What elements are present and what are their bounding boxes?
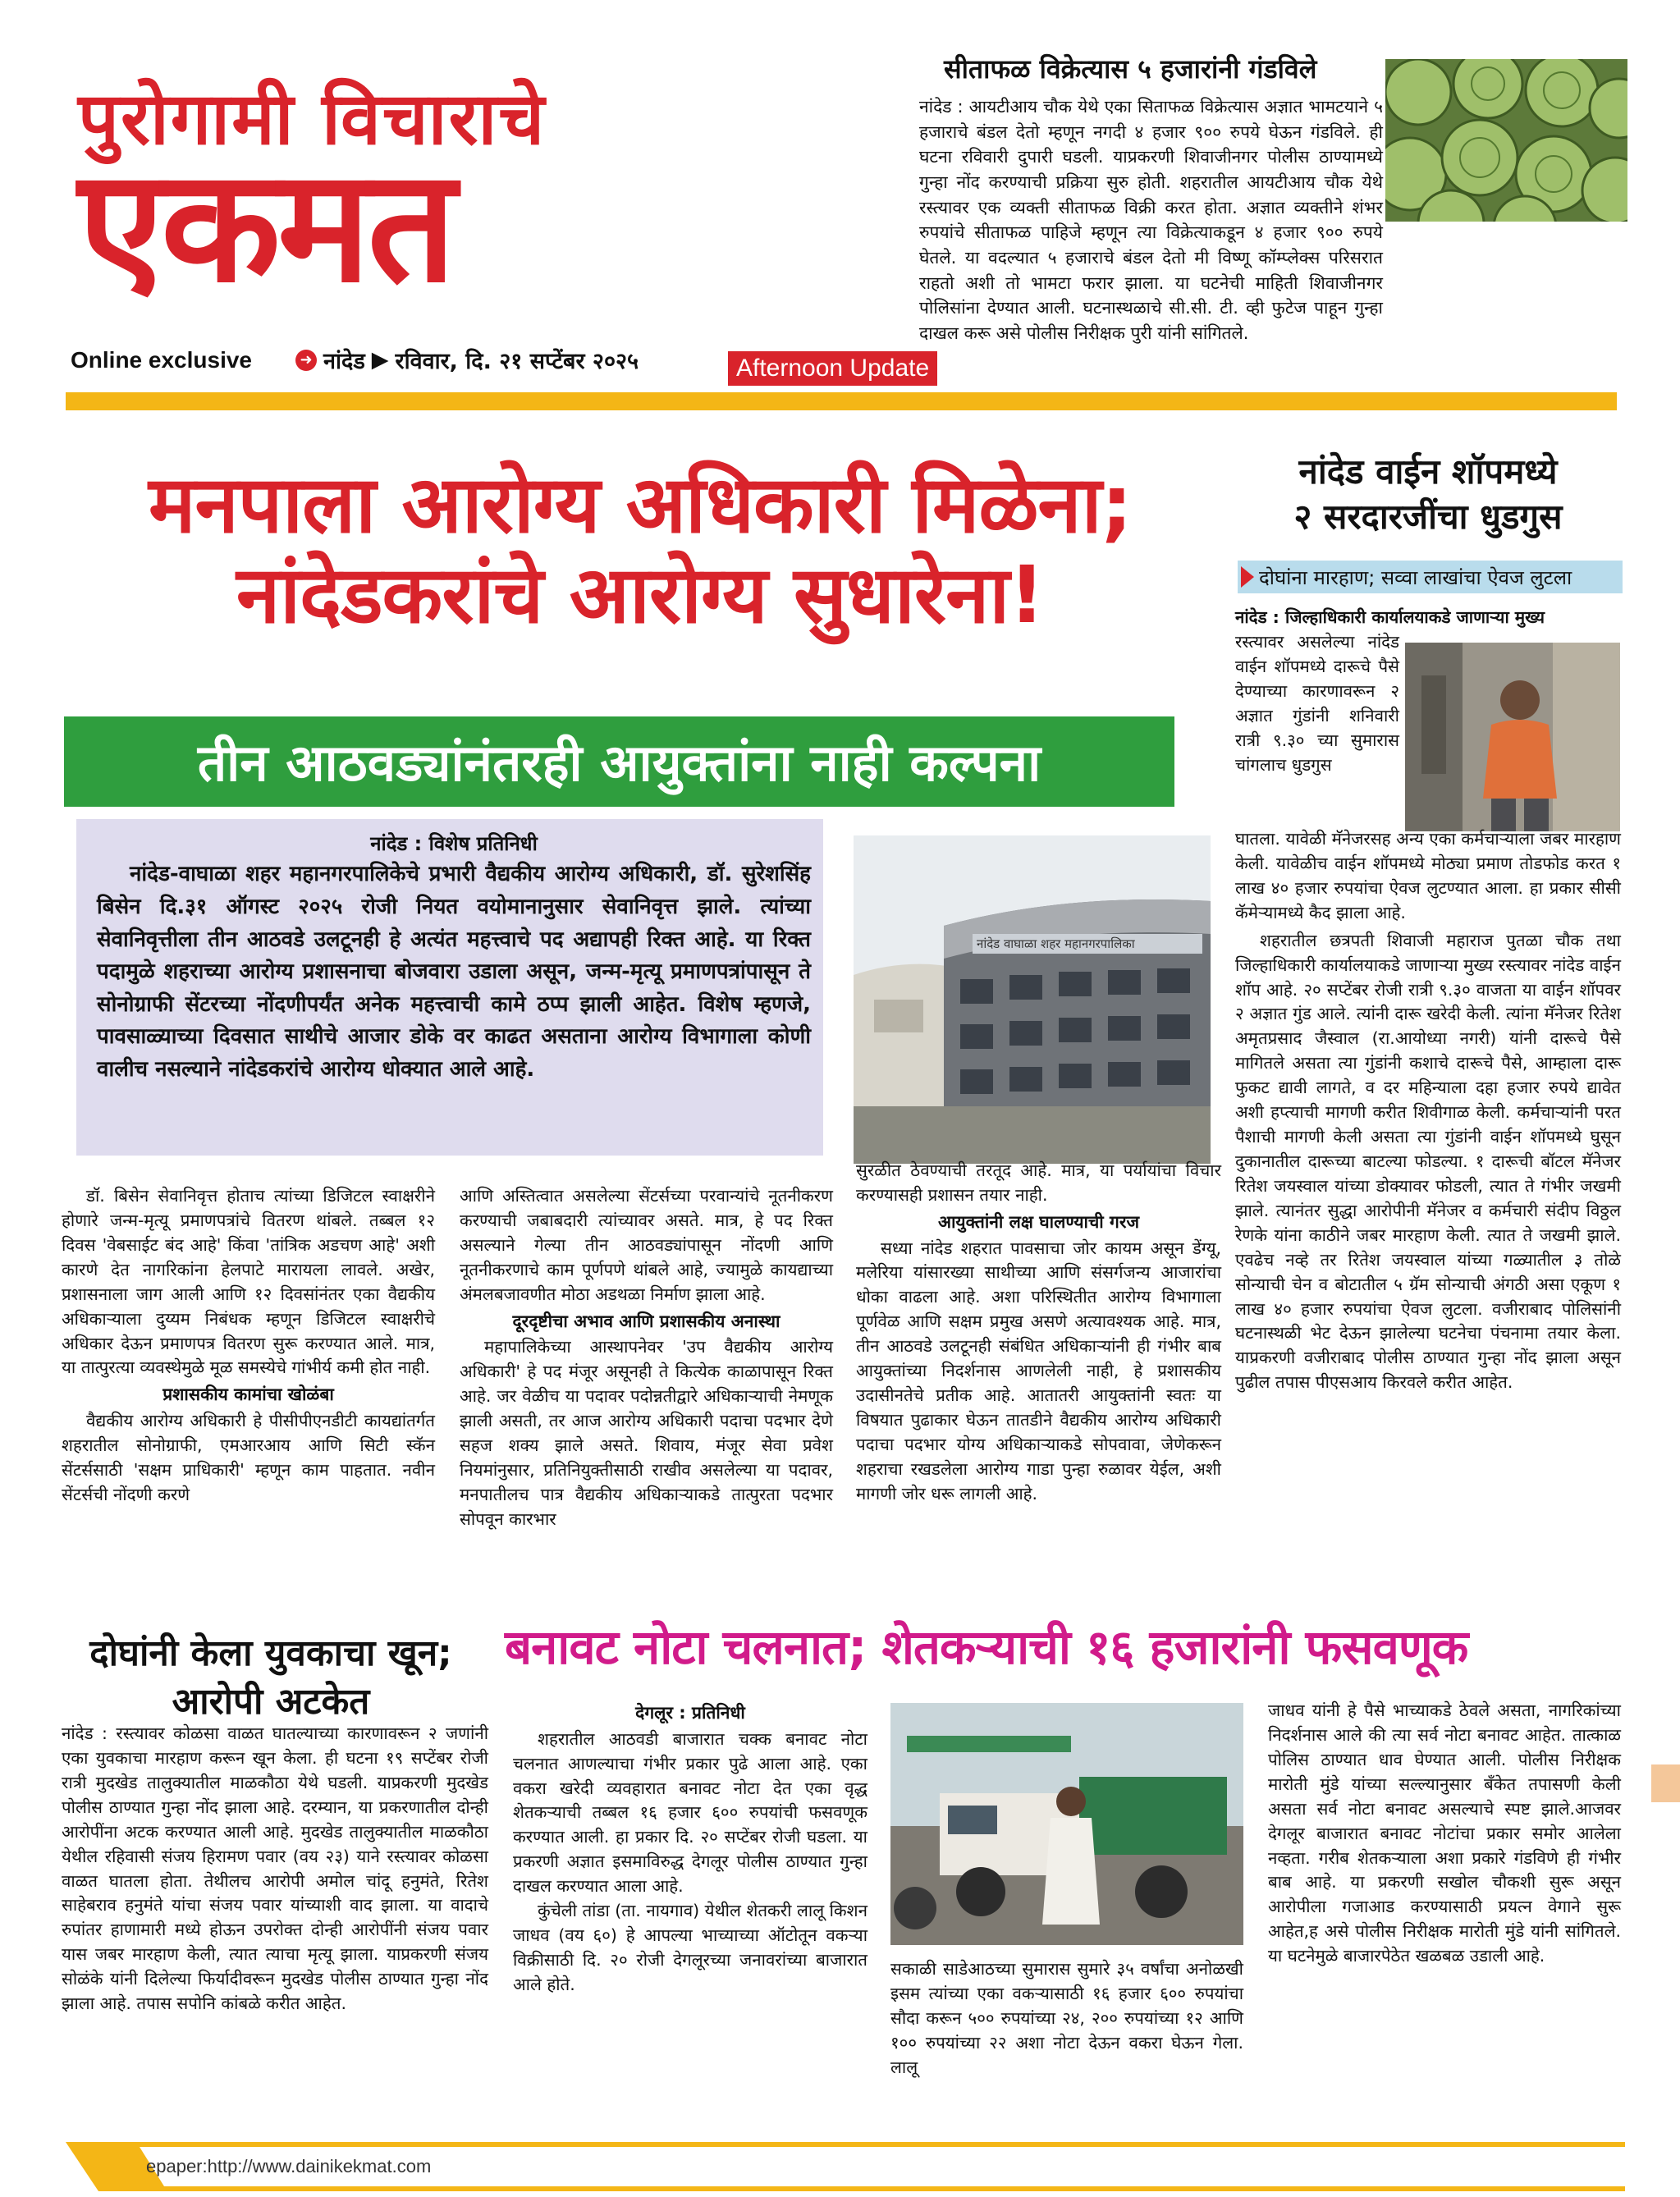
main-col1-para2: वैद्यकीय आरोग्य अधिकारी हे पीसीपीएनडीटी कायद्यांतर्गत शहरातील सोनोग्राफी, एमआरआय आणि सिटी स्कॅन सेंटर्ससाठी 'सक्षम प्राधिकारी' म्हणून काम पाहतात. नवीन सेंटर्सची नोंदणी करणे (62, 1411, 435, 1504)
afternoon-update-badge: Afternoon Update (728, 351, 937, 386)
wine-body (1235, 827, 1621, 1395)
main-col1-subhead: प्रशासकीय कामांचा खोळंबा (163, 1385, 334, 1405)
masthead-tagline: पुरोगामी विचाराचे (78, 76, 547, 161)
main-headline-line2: नांदेडकरांचे आरोग्य सुधारेना! (236, 549, 1045, 642)
side-tab (1651, 1764, 1680, 1802)
murder-body (62, 1722, 488, 2016)
municipal-building-photo (854, 835, 1211, 1164)
main-col1-para1: डॉ. बिसेन सेवानिवृत्त होताच त्यांच्या डिजिटल स्वाक्षरीने होणारे जन्म-मृत्यू प्रमाणपत्रांचे वितरण थांबले. तब्बल १२ दिवस 'वेबसाईट बंद आहे' किंवा 'तांत्रिक अडचण आहे' अशी कारणे देत नागरिकांना हेलपाटे मारायला लावले. अखेर, प्रशासनाला जाग आली आणि १२ दिवसांनंतर एका वैद्यकीय अधिकाऱ्याला दुय्यम निबंधक म्हणून डिजिटल स्वाक्षरीचे अधिकार देऊन प्रमाणपत्र वितरण सुरू करण्यात आले. मात्र, या तात्पुरत्या व्यवस्थेमुळे मूळ समस्येचे गांभीर्य कमी होत नाही. (62, 1186, 435, 1378)
dateline-city: नांदेड (323, 349, 365, 374)
main-subheadline: तीन आठवड्यांनंतरही आयुक्तांना नाही कल्पना (64, 716, 1174, 807)
arrow-right-icon: ➜ (295, 350, 317, 371)
notes-col1-para2: कुंचेली तांडा (ता. नायगाव) येथील शेतकरी लालू किशन जाधव (वय ६०) हे आपल्या भाच्याच्या ऑटोतून वकऱ्या विक्रीसाठी दि. २० रोजी देगलूरच्या जनावरांच्या बाजारात आले होते. (513, 1901, 867, 1994)
main-col3-para1: सुरळीत ठेवण्याची तरतूद आहे. मात्र, या पर्यायांचा विचार करण्यासही प्रशासन तयार नाही. (856, 1160, 1221, 1205)
main-column-2 (460, 1184, 833, 1532)
wine-tagline (1238, 561, 1623, 593)
custard-apple-photo (1385, 59, 1627, 222)
dateline-date: रविवार, दि. २१ सप्टेंबर २०२५ (395, 349, 639, 374)
main-headline-line1: मनपाला आरोग्य अधिकारी मिळेना; (149, 459, 1132, 551)
wine-para1-lead: नांदेड : जिल्हाधिकारी कार्यालयाकडे जाणाऱ्या मुख्य (1235, 607, 1545, 627)
notes-col1-para1: शहरातील आठवडी बाजारात चक्क बनावट नोटा चलनात आणल्याचा गंभीर प्रकार पुढे आला आहे. एका वकरा खरेदी व्यवहारात बनावट नोटा देत एका वृद्ध शेतकऱ्याची तब्बल १६ हजार ६०० रुपयांची फसवणूक करण्यात आली. हा प्रकार दि. २० सप्टेंबर रोजी घडला. या प्रकरणी अज्ञात इसमाविरुद्ध देगलूर पोलीस ठाण्यात गुन्हा दाखल करण्यात आला आहे. (513, 1728, 867, 1897)
notes-column-1 (513, 1699, 867, 1998)
play-icon: ▶ (371, 347, 389, 373)
notes-headline: बनावट नोटा चलनात; शेतकऱ्याची १६ हजारांनी फसवणूक (505, 1619, 1468, 1675)
wine-lead-line (1235, 606, 1621, 630)
wine-narrow-column (1235, 630, 1399, 778)
murder-headline (66, 1629, 476, 1727)
main-column-1 (62, 1184, 435, 1508)
top-story-text: नांदेड : आयटीआय चौक येथे एका सिताफळ विक्रेत्यास अज्ञात भामटयाने ५ हजाराचे बंडल देतो म्हणून नगदी ४ हजार ९०० रुपये घेऊन गंडविले. ही घटना रविवारी दुपारी घडली. याप्रकरणी शिवाजीनगर पोलीस ठाण्यामध्ये गुन्हा नोंद करण्याची प्रक्रिया सुरु होती. शहरातील आयटीआय चौक येथे रस्त्यावर एक व्यक्ती सीताफळ विक्री करत होता. अज्ञात व्यक्तीने शंभर रुपयांचे सीताफळ पाहिजे म्हणून त्या विक्रेत्याकडून ४ हजार ९०० रुपये घेतले. या वदल्यात ५ हजाराचे बंडल देतो मी विष्णू कॉम्प्लेक्स परिसरात राहतो अशी तो भामटा फरार झाला. या घटनेची माहिती शिवाजीनगर पोलिसांना देण्यात आली. घटनास्थळाचे सी.सी. टी. व्ही फुटेज पाहून गुन्हा दाखल करू असे पोलीस निरीक्षक पुरी यांनी सांगितले. (919, 97, 1383, 343)
masthead-logo: एकमत (78, 134, 453, 317)
main-lead: नांदेड-वाघाळा शहर महानगरपालिकेचे प्रभारी वैद्यकीय आरोग्य अधिकारी, डॉ. सुरेशसिंह बिसेन दि.३१ ऑगस्ट २०२५ रोजी नियत वयोमानानुसार सेवानिवृत्त झाले. त्यांच्या सेवानिवृत्तीला तीन आठवडे उलटूनही हे अत्यंत महत्त्वाचे पद अद्यापही रिक्त आहे. या रिक्त पदामुळे शहराच्या आरोग्य प्रशासनाचा बोजवारा उडाला असून, जन्म-मृत्यू प्रमाणपत्रांपासून ते सोनोग्राफी सेंटरच्या नोंदणीपर्यंत अनेक महत्त्वाची कामे ठप्प झाली आहेत. विशेष म्हणजे, पावसाळ्याच्या दिवसात साथीचे आजार डोके वर काढत असताना आरोग्य विभागाला कोणी वालीच नसल्याने नांदेडकरांचे आरोग्य धोक्यात आले आहे. (97, 862, 811, 1082)
main-headline (57, 460, 1223, 641)
main-column-3 (856, 1159, 1221, 1507)
main-col3-subhead: आयुक्तांनी लक्ष घालण्याची गरज (937, 1211, 1140, 1232)
wine-headline-line2: २ सरदारजींचा धुडगुस (1293, 496, 1563, 537)
main-col2-para2: महापालिकेच्या आस्थापनेवर 'उप वैद्यकीय आरोग्य अधिकारी' हे पद मंजूर असूनही ते कित्येक काळापासून रिक्त आहे. जर वेळीच या पदावर पदोन्नतीद्वारे अधिकाऱ्याची नेमणूक झाली असती, तर आज आरोग्य अधिकारी पदाचा पदभार देणे सहज शक्य झाले असते. शिवाय, मंजूर सेवा प्रवेश नियमांनुसार, प्रतिनियुक्तीसाठी राखीव असलेल्या या पदावर, मनपातीलच पात्र वैद्यकीय अधिकाऱ्याकडे तात्पुरता पदभार सोपवून कारभार (460, 1337, 833, 1529)
notes-byline: देगलूर : प्रतिनिधी (635, 1703, 745, 1723)
epaper-link[interactable]: epaper:http://www.dainikekmat.com (146, 2156, 432, 2176)
notes-col3-text: जाधव यांनी हे पैसे भाच्याकडे ठेवले असता, नागरिकांच्या निदर्शनास आले की त्या सर्व नोटा बनावट आहेत. तात्काळ पोलिस ठाण्यात धाव घेण्यात आली. पोलीस निरीक्षक मारोती मुंडे यांच्या सल्ल्यानुसार बँकेत तपासणी केली असता सर्व नोटा बनावट असल्याचे स्पष्ट झाले.आजवर देगलूर बाजारात बनावट नोटांचा प्रकार समोर आलेला नव्हता. गरीब शेतकऱ्याला अशा प्रकारे गंडविणे ही गंभीर बाब आहे. या प्रकरणी सखोल चौकशी सुरू असून आरोपीला गजाआड करण्यासाठी प्रयत्न वेगाने सुरू आहेत,ह असे पोलीस निरीक्षक मारोती मुंडे यांनी सांगितले. या घटनेमुळे बाजारपेठेत खळबळ उडाली आहे. (1268, 1700, 1621, 1966)
wine-para1-narrow: रस्त्यावर असलेल्या नांदेड वाईन शॉपमध्ये दारूचे पैसे देण्याच्या कारणावरून २ अज्ञात गुंडांनी शनिवारी रात्री ९.३० च्या सुमारास चांगलाच धुडगुस (1235, 632, 1399, 775)
market-photo (890, 1703, 1243, 1945)
wine-para1-rest: घातला. यावेळी मॅनेजरसह अन्य एका कर्मचाऱ्याला जबर मारहाण केली. यावेळीच वाईन शॉपमध्ये मोठ्या प्रमाण तोडफोड करत १ लाख ४० हजार रुपयांचा ऐवज लुटण्यात आला. हा प्रकार सीसी कॅमेऱ्यामध्ये कैद झाला आहे. (1235, 829, 1621, 922)
triangle-marker-icon (1241, 566, 1254, 588)
main-col2-para1: आणि अस्तित्वात असलेल्या सेंटर्सच्या परवान्यांचे नूतनीकरण करण्याची जबाबदारी त्यांच्यावर असते. मात्र, हे पद रिक्त असल्याने गेल्या तीन आठवड्यांपासून नोंदणी आणि नूतनीकरणाचे काम पूर्णपणे थांबले आहे, ज्यामुळे कायद्याच्या अंमलबजावणीत मोठा अडथळा निर्माण झाला आहे. (460, 1186, 833, 1304)
top-story-body (919, 94, 1383, 346)
main-byline: नांदेड : विशेष प्रतिनिधी (370, 832, 538, 855)
notes-col2-text: सकाळी साडेआठच्या सुमारास सुमारे ३५ वर्षांचा अनोळखी इसम त्यांच्या एका वकऱ्यासाठी १६ हजार ६०० रुपयांचा सौदा करून ५०० रुपयांच्या २४, २०० रुपयांच्या १२ आणि १०० रुपयांच्या २२ अशा नोटा देऊन वकरा घेऊन गेला. लालू (890, 1959, 1243, 2077)
online-exclusive-label: Online exclusive (71, 347, 252, 373)
main-col3-para2: सध्या नांदेड शहरात पावसाचा जोर कायम असून डेंग्यू, मलेरिया यांसारख्या साथीच्या आणि संसर्गजन्य आजारांचा धोका वाढला आहे. अशा परिस्थितीत आरोग्य विभागाला पूर्णवेळ आणि सक्षम प्रमुख असणे अत्यावश्यक आहे. मात्र, तीन आठवडे उलटूनही संबंधित अधिकाऱ्यांनी ही गंभीर बाब आयुक्तांच्या निदर्शनास आणलेली नाही, हे प्रशासकीय उदासीनतेचे प्रतीक आहे. आतातरी आयुक्तांनी स्वतः या विषयात पुढाकार घेऊन तातडीने वैद्यकीय आरोग्य अधिकारी पदाचा पदभार योग्य अधिकाऱ्याकडे सोपवावा, जेणेकरून शहराचा रखडलेला आरोग्य गाडा पुन्हा रुळावर येईल, अशी मागणी जोर धरू लागली आहे. (856, 1238, 1221, 1504)
murder-headline-line1: दोघांनी केला युवकाचा खून; (89, 1632, 452, 1674)
cctv-still-photo (1405, 643, 1620, 831)
wine-tagline-text: दोघांना मारहाण; सव्वा लाखांचा ऐवज लुटला (1259, 565, 1572, 589)
main-col2-subhead: दूरदृष्टीचा अभाव आणि प्रशासकीय अनास्था (512, 1311, 780, 1331)
top-story-title: सीताफळ विक्रेत्यास ५ हजारांनी गंडविले (944, 53, 1317, 85)
murder-headline-line2: आरोपी अटकेत (172, 1681, 370, 1723)
dateline (295, 345, 639, 375)
wine-headline-line1: नांदेड वाईन शॉपमध्ये (1298, 451, 1558, 492)
building-signboard: नांदेड वाघाळा शहर महानगरपालिका (977, 936, 1135, 951)
wine-para2: शहरातील छत्रपती शिवाजी महाराज पुतळा चौक तथा जिल्हाधिकारी कार्यालयाकडे जाणाऱ्या मुख्य रस्त्यावर नांदेड वाईन शॉप आहे. २० सप्टेंबर रोजी रात्री ९.३० वाजता या वाईन शॉपवर २ अज्ञात गुंड आले. त्यांनी दारू खरेदी केली. त्यांना मॅनेजर रितेश अमृतप्रसाद जैस्वाल (रा.आयोध्या नगरी) यांनी दारूचे पैसे मागितले असता त्या गुंडांनी कशाचे दारूचे पैसे, आम्हाला दारू फुकट द्यावी लागते, व दर महिन्याला दहा हजार रुपये द्यावेत अशी हप्त्याची मागणी करीत शिवीगाळ केली. कर्मचाऱ्यांनी परत पैशाची मागणी केली असता त्या गुंडांनी वाईन शॉपमध्ये घुसून दुकानातील दारूच्या बाटल्या फोडल्या. १ दारूची बॉटल मॅनेजर रितेश जयस्वाल यांच्या डोक्यावर फोडली, त्यात ते गंभीर जखमी झाले. त्यानंतर सुद्धा आरोपीनी मॅनेजर व कर्मचारी संदीप विठ्ठल रेणके यांना काठीने जबर मारहाण केली. त्यात ते जखमी झाले. एवढेच नव्हे तर रितेश जयस्वाल यांच्या गळ्यातील ३ तोळे सोन्याची चेन व बोटातील ५ ग्रॅम सोन्याची अंगठी असा एकूण १ लाख ४० हजार रुपयांचा ऐवज लुटला. वजीराबाद पोलिसांनी घटनास्थळी भेट देऊन झालेल्या घटनेचा पंचनामा तयार केला. याप्रकरणी वजीराबाद पोलीस ठाण्यात गुन्हा नोंद झाला असून पुढील तपास पीएसआय किरवले करीत आहेत. (1235, 930, 1621, 1393)
wine-headline (1235, 450, 1621, 539)
yellow-divider (66, 392, 1617, 410)
murder-text: नांदेड : रस्त्यावर कोळसा वाळत घातल्याच्या कारणावरून २ जणांनी एका युवकाचा मारहाण करून खून केला. ही घटना १९ सप्टेंबर रोजी रात्री मुदखेड तालुक्यातील माळकौठा येथे घडली. याप्रकरणी मुदखेड पोलीस ठाण्यात गुन्हा नोंद झाला आहे. दरम्यान, या प्रकरणातील दोन्ही आरोपींना अटक करण्यात आली आहे. मुदखेड तालुक्यातील माळकौठा येथील रहिवासी संजय हिरामण पवार (वय २३) याने रस्त्यावर कोळसा वाळत घातला होता. तेथीलच आरोपी अमोल चांदू हनुमंते, रितेश साहेबराव हनुमंते यांचा संजय पवार यांच्याशी वाद झाला. या वादाचे रुपांतर हाणामारी मध्ये होऊन उपरोक्त दोन्ही आरोपींनी संजय पवार यास जबर मारहाण केली, त्यात त्याचा मृत्यू झाला. याप्रकरणी संजय सोळंके यांनी दिलेल्या फिर्यादीवरून मुदखेड पोलीस ठाण्यात गुन्हा नोंद झाला आहे. तपास सपोनि कांबळे करीत आहेत. (62, 1723, 488, 2014)
lead-text-block (97, 829, 811, 1086)
notes-column-2 (890, 1957, 1243, 2080)
notes-column-3 (1268, 1699, 1621, 1969)
